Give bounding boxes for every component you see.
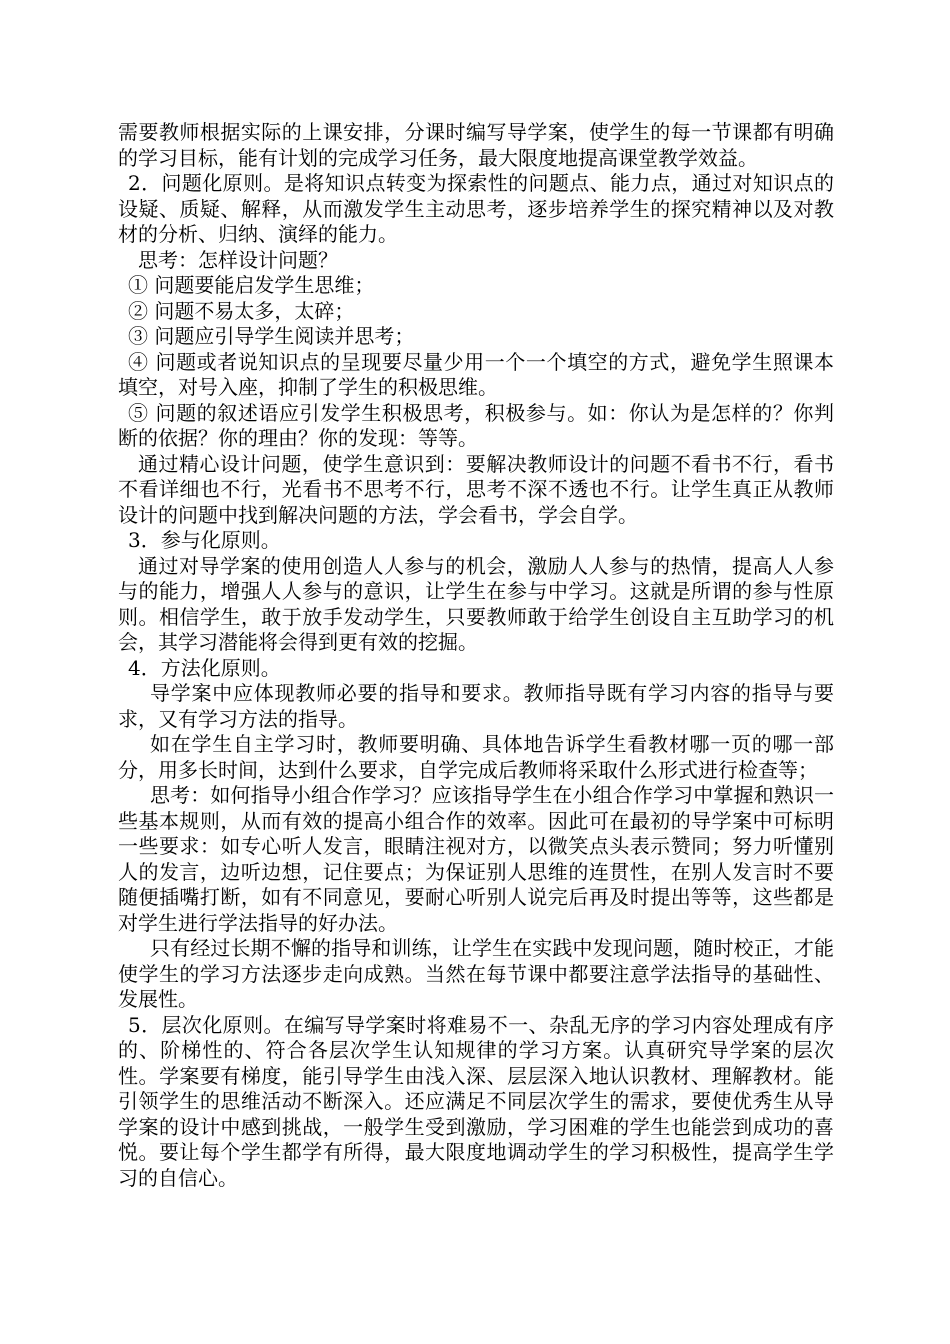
paragraph-participation: 通过对导学案的使用创造人人参与的机会，激励人人参与的热情，提高人人参与的能力，增强人人参与的意识，让学生在参与中学习。这就是所谓的参与性原则。相信学生，敢于放手发动学生，只要教师敢于给学生创设自主互助学习的机会，其学习潜能将会得到更有效的挖掘。 [118, 553, 834, 654]
list-item-5: ⑤ 问题的叙述语应引发学生积极思考，积极参与。如：你认为是怎样的？你判断的依据？你的理由？你的发现：等等。 [118, 400, 834, 450]
paragraph-method-guidance: 导学案中应体现教师必要的指导和要求。教师指导既有学习内容的指导与要求，又有学习方法的指导。 [118, 681, 834, 731]
heading-principle-4: 4．方法化原则。 [128, 655, 281, 680]
paragraph-think-question-design: 思考：怎样设计问题？ [138, 247, 338, 272]
paragraph-principle-5: 5．层次化原则。在编写导学案时将难易不一、杂乱无序的学习内容处理成有序的、阶梯性的、符合各层次学生认知规律的学习方案。认真研究导学案的层次性。学案要有梯度，能引导学生由浅入深、层层深入地认识教材、理解教材。能引领学生的思维活动不断深入。还应满足不同层次学生的需求，要使优秀生从导学案的设计中感到挑战，一般学生受到激励，学习困难的学生也能尝到成功的喜悦。要让每个学生都学有所得，最大限度地调动学生的学习积极性，提高学生学习的自信心。 [118, 1012, 834, 1190]
paragraph-self-study-example: 如在学生自主学习时，教师要明确、具体地告诉学生看教材哪一页的哪一部分，用多长时间，达到什么要求，自学完成后教师将采取什么形式进行检查等； [118, 732, 834, 782]
heading-principle-3: 3．参与化原则。 [128, 528, 281, 552]
document-page [118, 120, 834, 1191]
list-item-4: ④ 问题或者说知识点的呈现要尽量少用一个一个填空的方式，避免学生照课本填空，对号入座，抑制了学生的积极思维。 [118, 349, 834, 399]
paragraph-lesson-plan-intro: 需要教师根据实际的上课安排，分课时编写导学案，使学生的每一节课都有明确的学习目标，能有计划的完成学习任务，最大限度地提高课堂教学效益。 [118, 120, 834, 170]
paragraph-principle-2: 2．问题化原则。是将知识点转变为探索性的问题点、能力点，通过对知识点的设疑、质疑、解释，从而激发学生主动思考，逐步培养学生的探究精神以及对教材的分析、归纳、演绎的能力。 [118, 171, 834, 246]
list-item-3: ③ 问题应引导学生阅读并思考； [128, 324, 415, 348]
paragraph-long-term-training: 只有经过长期不懈的指导和训练，让学生在实践中发现问题，随时校正，才能使学生的学习方法逐步走向成熟。当然在每节课中都要注意学法指导的基础性、发展性。 [118, 936, 834, 1011]
paragraph-question-design-summary: 通过精心设计问题，使学生意识到：要解决教师设计的问题不看书不行，看书不看详细也不行，光看书不思考不行，思考不深不透也不行。让学生真正从教师设计的问题中找到解决问题的方法，学会看书，学会自学。 [118, 451, 834, 527]
list-item-2: ② 问题不易太多，太碎； [128, 298, 355, 323]
list-item-1: ① 问题要能启发学生思维； [128, 273, 375, 297]
paragraph-group-cooperation: 思考：如何指导小组合作学习？应该指导学生在小组合作学习中掌握和熟识一些基本规则，从而有效的提高小组合作的效率。因此可在最初的导学案中可标明一些要求：如专心听人发言，眼睛注视对方，以微笑点头表示赞同；努力听懂别人的发言，边听边想，记住要点；为保证别人思维的连贯性，在别人发言时不要随便插嘴打断，如有不同意见，要耐心听别人说完后再及时提出等等，这些都是对学生进行学法指导的好办法。 [118, 783, 834, 935]
